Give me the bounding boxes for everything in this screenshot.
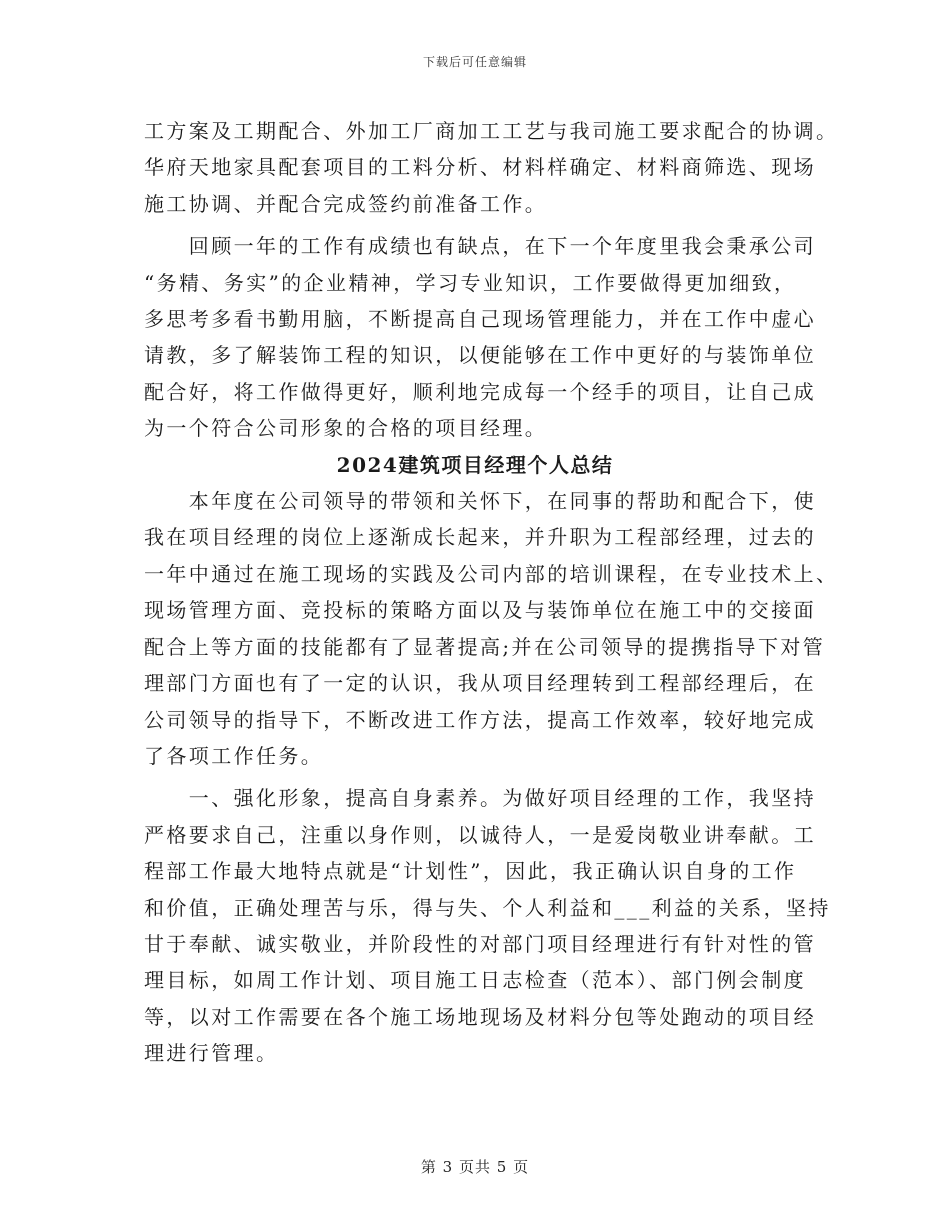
text-line: 严格要求自己，注重以身作则，以诚待人，一是爱岗敬业讲奉献。工 [144,822,816,847]
text-line: 等，以对工作需要在各个施工场地现场及材料分包等处跑动的项目经 [144,1004,816,1029]
text-line: “务精、务实”的企业精神，学习专业知识，工作要做得更加细致， [144,270,797,295]
document-title: 2024建筑项目经理个人总结 [336,452,614,477]
text-line: 回顾一年的工作有成绩也有缺点，在下一个年度里我会秉承公司 [144,234,816,259]
text-line: 施工协调、并配合完成签约前准备工作。 [144,191,548,216]
text-line: 程部工作最大地特点就是“计划性”，因此，我正确认识自身的工作 [144,859,797,884]
text-line: 现场管理方面、竞投标的策略方面以及与装饰单位在施工中的交接面 [144,598,816,623]
text-line: 本年度在公司领导的带领和关怀下，在同事的帮助和配合下，使 [144,489,816,514]
text-line: 一、强化形象，提高自身素养。为做好项目经理的工作，我坚持 [144,786,816,811]
text-line: 理部门方面也有了一定的认识，我从项目经理转到工程部经理后，在 [144,671,816,696]
text-line: 理进行管理。 [144,1041,279,1066]
page-footer: 第 3 页共 5 页 [420,1158,530,1176]
text-line: 多思考多看书勤用脑，不断提高自己现场管理能力，并在工作中虚心 [144,307,816,332]
text-line: 配合上等方面的技能都有了显著提高;并在公司领导的提携指导下对管 [144,634,826,659]
text-line: 配合好，将工作做得更好，顺利地完成每一个经手的项目，让自己成 [144,379,816,404]
paragraph-2 [144,228,816,446]
text-line: 和价值，正确处理苦与乐，得与失、个人利益和___利益的关系，坚持 [144,895,831,920]
text-line: 了各项工作任务。 [144,743,324,768]
text-line: 公司领导的指导下，不断改进工作方法，提高工作效率，较好地完成 [144,707,816,732]
paragraph-3 [144,483,839,774]
paragraph-4 [144,780,831,1071]
page-header: 下载后可任意编辑 [422,55,527,69]
text-line: 为一个符合公司形象的合格的项目经理。 [144,416,548,441]
text-line: 理目标，如周工作计划、项目施工日志检查（范本）、部门例会制度 [144,968,806,993]
text-line: 华府天地家具配套项目的工料分析、材料样确定、材料商筛选、现场 [144,155,816,180]
text-line: 工方案及工期配合、外加工厂商加工工艺与我司施工要求配合的协调。 [144,119,839,143]
text-line: 一年中通过在施工现场的实践及公司内部的培训课程，在专业技术上、 [144,561,839,586]
text-line: 甘于奉献、诚实敬业，并阶段性的对部门项目经理进行有针对性的管 [144,931,816,956]
text-line: 请教，多了解装饰工程的知识，以便能够在工作中更好的与装饰单位 [144,343,816,368]
text-line: 我在项目经理的岗位上逐渐成长起来，并升职为工程部经理，过去的 [144,525,816,550]
document-body [144,113,839,1072]
paragraph-1 [144,113,839,222]
